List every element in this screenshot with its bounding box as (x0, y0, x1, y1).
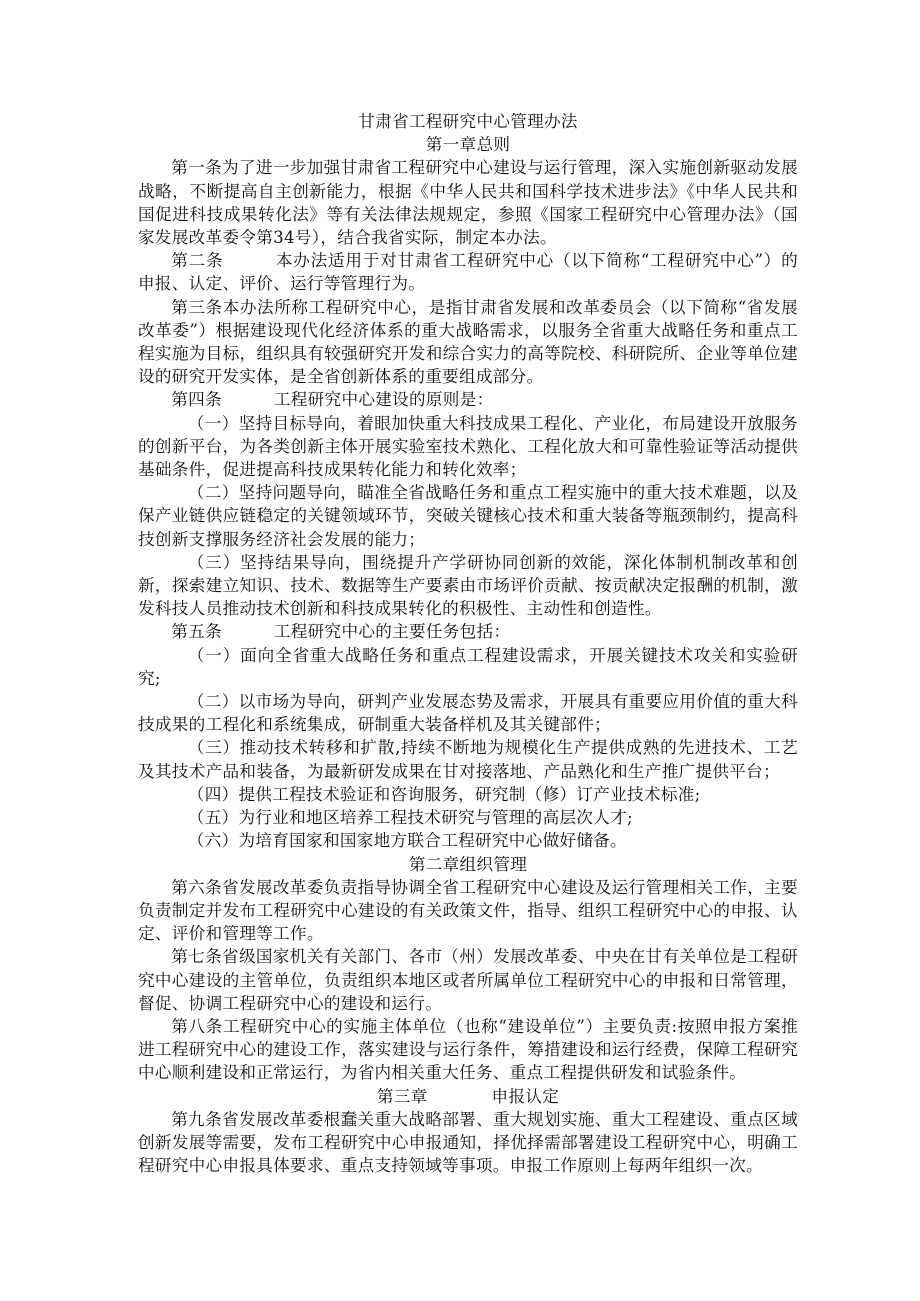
article-8: 第八条工程研究中心的实施主体单位（也称“建设单位”）主要负责:按照申报方案推进工程研究中心的建设工作，落实建设与运行条件，筹措建设和运行经费，保障工程研究中心顺利建设和正常运行，为省内相关重大任务、重点工程提供研发和试验条件。 (138, 1016, 798, 1083)
chapter-3-heading (138, 1085, 798, 1108)
chapter-1-heading: 第一章总则 (425, 135, 511, 155)
article-4-text: 工程研究中心建设的原则是： (273, 390, 494, 410)
article-5-item-2: （二）以市场为导向，研判产业发展态势及需求，开展具有重要应用价值的重大科技成果的工程化和系统集成，研制重大装备样机及其关键部件； (138, 692, 798, 735)
article-5-item-6: （六）为培育国家和国家地方联合工程研究中心做好储备。 (187, 831, 628, 851)
chapter-2-heading: 第二章组织管理 (408, 854, 528, 874)
chapter-3-number: 第三章 (376, 1086, 428, 1106)
chapter-3-title: 申报认定 (491, 1086, 560, 1106)
article-4-item-1: （一）坚持目标导向，着眼加快重大科技成果工程化、产业化，布局建设开放服务的创新平台，为各类创新主体开展实验室技术熟化、工程化放大和可靠性验证等活动提供基础条件，促进提高科技成果转化能力和转化效率； (138, 413, 798, 480)
article-4 (138, 388, 798, 411)
document-page (138, 110, 798, 1177)
article-2-label: 第二条 (171, 251, 224, 271)
article-4-item-3: （三）坚持结果导向，围绕提升产学研协同创新的效能，深化体制机制改革和创新，探索建立知识、技术、数据等生产要素由市场评价贡献、按贡献决定报酬的机制，激发科技人员推动技术创新和科技成果转化的积极性、主动性和创造性。 (138, 552, 798, 619)
document-title: 甘肃省工程研究中心管理办法 (358, 112, 578, 131)
article-6: 第六条省发展改革委负责指导协调全省工程研究中心建设及运行管理相关工作，主要负责制定并发布工程研究中心建设的有关政策文件，指导、组织工程研究中心的申报、认定、评价和管理等工作。 (138, 877, 798, 944)
article-7: 第七条省级国家机关有关部门、各市（州）发展改革委、中央在甘有关单位是工程研究中心建设的主管单位，负责组织本地区或者所属单位工程研究中心的申报和日常管理，督促、协调工程研究中心的建设和运行。 (138, 947, 798, 1013)
article-5-item-5: （五）为行业和地区培养工程技术研究与管理的高层次人才; (187, 808, 633, 828)
article-5-item-1: （一）面向全省重大战略任务和重点工程建设需求，开展关键技术攻关和实验研究; (138, 645, 798, 688)
article-2-text: 本办法适用于对甘肃省工程研究中心（以下简称“工程研究中心”）的申报、认定、评价、运行等管理行为。 (138, 251, 798, 294)
article-1: 第一条为了进一步加强甘肃省工程研究中心建设与运行管理，深入实施创新驱动发展战略，不断提高自主创新能力，根据《中华人民共和国科学技术进步法》《中华人民共和国促进科技成果转化法》等有关法律法规规定，参照《国家工程研究中心管理办法》（国家发展改革委令第34号），结合我省实际，制定本办法。 (138, 158, 798, 248)
article-5 (138, 620, 798, 643)
article-3: 第三条本办法所称工程研究中心，是指甘肃省发展和改革委员会（以下简称“省发展改革委”）根据建设现代化经济体系的重大战略需求，以服务全省重大战略任务和重点工程实施为目标，组织具有较强研究开发和综合实力的高等院校、科研院所、企业等单位建设的研究开发实体，是全省创新体系的重要组成部分。 (138, 297, 798, 387)
article-5-label: 第五条 (171, 622, 222, 642)
article-9: 第九条省发展改革委根蠢关重大战略部署、重大规划实施、重大工程建设、重点区域创新发展等需要，发布工程研究中心申报通知，择优择需部署建设工程研究中心，明确工程研究中心申报具体要求、重点支持领域等事项。申报工作原则上每两年组织一次。 (138, 1109, 798, 1176)
article-4-item-2: （二）坚持问题导向，瞄准全省战略任务和重点工程实施中的重大技术难题，以及保产业链供应链稳定的关键领域环节，突破关键核心技术和重大装备等瓶颈制约，提高科技创新支撑服务经济社会发展的能力； (138, 483, 798, 549)
article-2 (138, 249, 798, 295)
article-5-text: 工程研究中心的主要任务包括： (273, 622, 511, 642)
article-5-item-3: （三）推动技术转移和扩散,持续不断地为规模化生产提供成熟的先进技术、工艺及其技术产品和装备，为最新研发成果在甘对接落地、产品熟化和生产推广提供平台； (138, 738, 798, 781)
article-5-item-4: （四）提供工程技术验证和咨询服务，研究制（修）订产业技术标准; (187, 784, 701, 804)
article-4-label: 第四条 (171, 390, 222, 410)
